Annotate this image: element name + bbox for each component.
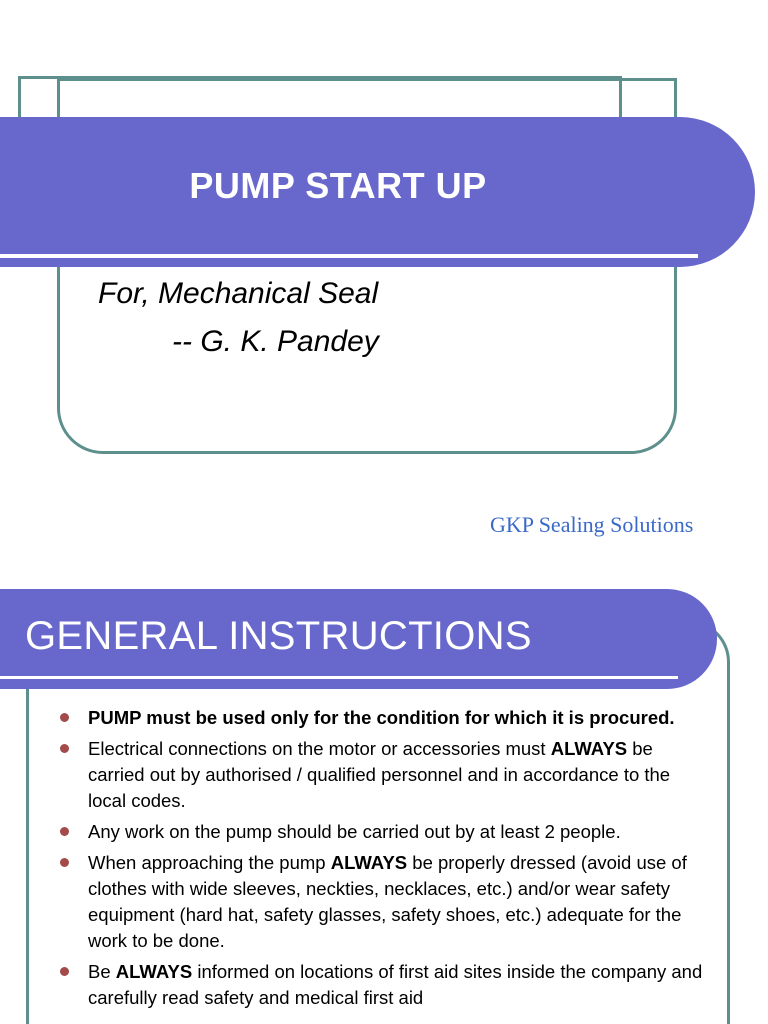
item-text: Electrical connections on the motor or accessories must [88, 738, 551, 759]
title-banner-line [0, 254, 698, 258]
emphasis-text: PUMP must be used only for the condition for which it is procured. [88, 707, 675, 728]
item-text: When approaching the pump [88, 852, 331, 873]
brand-text: GKP Sealing Solutions [490, 512, 694, 537]
emphasis-text: ALWAYS [330, 852, 408, 873]
list-item [58, 736, 708, 814]
bullet-icon [60, 858, 69, 867]
instruction-list [58, 705, 708, 1016]
section-heading: GENERAL INSTRUCTIONS [25, 614, 532, 658]
bullet-icon [60, 713, 69, 722]
item-text: be properly dressed (avoid use of clothes with wide sleeves, neckties, necklaces, etc.) and/or wear safety equipment (hard hat, safety glasses, safety shoes, etc.) adequate for the work to be done. [88, 852, 687, 951]
instructions-slide [0, 560, 768, 1024]
author-line: -- G. K. Pandey [172, 325, 379, 358]
slide-subtitle: For, Mechanical Seal [98, 277, 379, 310]
item-text: informed on locations of first aid sites inside the company and carefully read safety and medical first aid [88, 961, 703, 1008]
list-item [58, 959, 708, 1011]
bullet-icon [60, 967, 69, 976]
bullet-icon [60, 827, 69, 836]
item-text: Any work on the pump should be carried out by at least 2 people. [88, 821, 621, 842]
item-text: be carried out by authorised / qualified personnel and in accordance to the local codes. [88, 738, 671, 811]
list-item [58, 705, 708, 731]
emphasis-text: ALWAYS [550, 738, 628, 759]
emphasis-text: ALWAYS [115, 961, 193, 982]
bullet-icon [60, 744, 69, 753]
list-item [58, 819, 708, 845]
list-item [58, 850, 708, 954]
heading-banner-line [0, 676, 678, 679]
slide-title: PUMP START UP [189, 165, 487, 206]
item-text: Be [88, 961, 116, 982]
